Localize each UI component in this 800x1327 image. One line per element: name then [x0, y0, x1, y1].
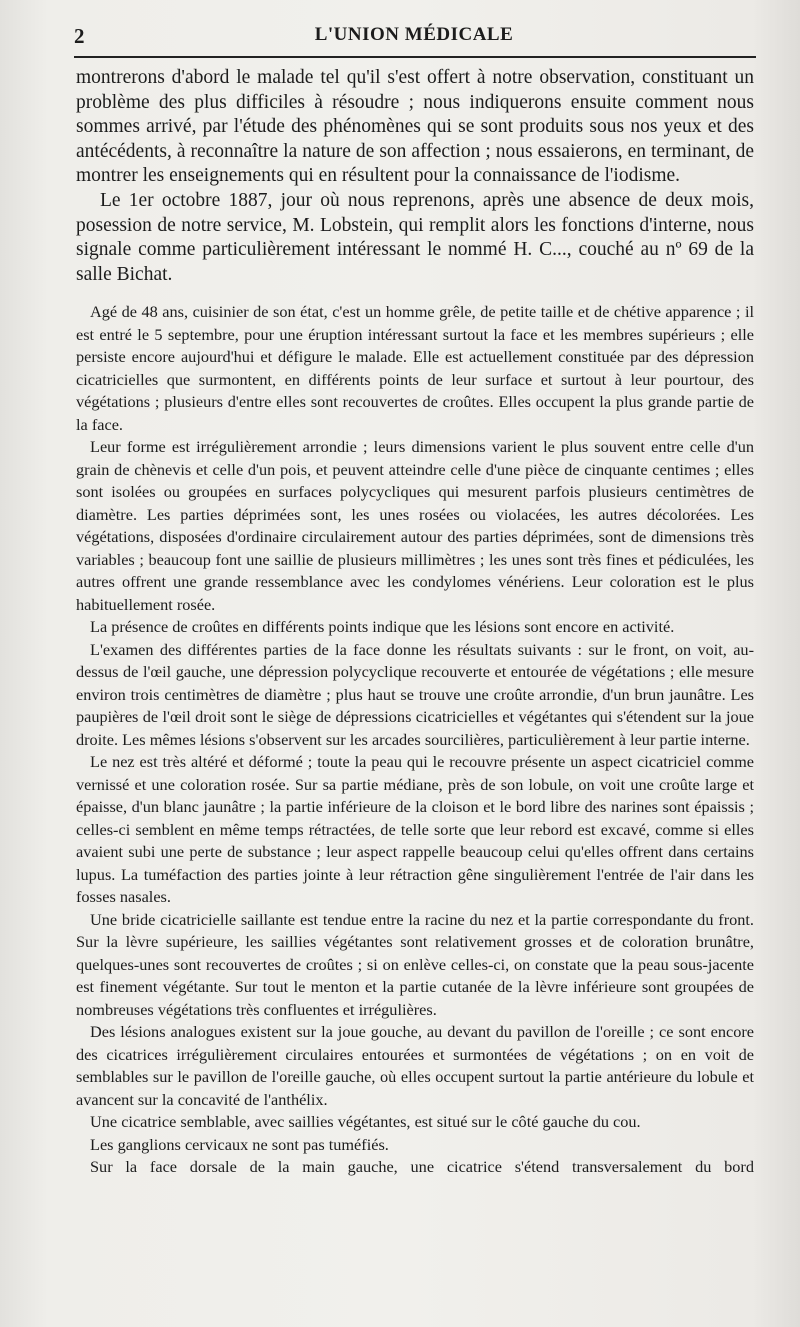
observation-paragraph: Leur forme est irrégulièrement arrondie ; leurs dimensions varient le plus souvent entre celle d'un grain de chènevis et celle d'un pois, et peuvent atteindre celle d'une pièce de cinquante centimes ; elles sont isolées ou groupées en surfaces polycycliques qui mesurent parfois plusieurs centimètres de diamètre. Les parties déprimées sont, les unes rosées ou violacées, les autres décolorées. Les végétations, disposées d'ordinaire circulairement autour des parties déprimées, sont de dimensions très variables ; beaucoup font une saillie de plusieurs millimètres ; les unes sont très fines et pédiculées, les autres offrent une grande ressemblance avec les condylomes vénériens. Leur coloration est le plus habituellement rosée.: [76, 437, 754, 614]
observation-paragraph: Agé de 48 ans, cuisinier de son état, c'est un homme grêle, de petite taille et de chétive apparence ; il est entré le 5 septembre, pour une éruption intéressant surtout la face et les membres supérieurs ; elle persiste encore aujourd'hui et défigure le malade. Elle est actuellement constituée par des dépression cicatricielles que surmontent, en différents points de leur surface et surtout à leur pourtour, des végétations ; plusieurs d'entre elles sont recouvertes de croûtes. Elles occupent la plus grande partie de la face.: [76, 302, 754, 434]
intro-section: [76, 66, 754, 287]
journal-title: L'UNION MÉDICALE: [314, 24, 514, 45]
observation-paragraph: Des lésions analogues existent sur la joue gouche, au devant du pavillon de l'oreille ; ce sont encore des cicatrices irrégulièrement circulaires entourées et surmontées de végétations ; on en voit de semblables sur le pavillon de l'oreille gauche, où elles occupent surtout la partie antérieure du lobule et avancent sur la concavité de l'anthélix.: [76, 1022, 754, 1109]
observation-paragraph: Les ganglions cervicaux ne sont pas tuméfiés.: [90, 1134, 389, 1154]
article-body: [76, 66, 754, 1179]
page-header: [74, 24, 754, 54]
observation-paragraph: La présence de croûtes en différents points indique que les lésions sont encore en activité.: [90, 617, 675, 637]
observation-paragraph: Une cicatrice semblable, avec saillies végétantes, est situé sur le côté gauche du cou.: [90, 1112, 641, 1132]
observation-paragraph: Sur la face dorsale de la main gauche, une cicatrice s'étend transversalement du bord: [90, 1157, 754, 1177]
observation-paragraph: L'examen des différentes parties de la face donne les résultats suivants : sur le front, on voit, au-dessus de l'œil gauche, une dépression polycyclique recouverte et entourée de végétations ; elle mesure environ trois centimètres de diamètre ; plus haut se trouve une croûte arrondie, d'un brun jaunâtre. Les paupières de l'œil droit sont le siège de dépressions cicatricielles et végétantes qui s'étendent sur la joue droite. Les mêmes lésions s'observent sur les arcades sourcilières, particulièrement à leur partie interne.: [76, 639, 754, 749]
intro-paragraph: montrerons d'abord le malade tel qu'il s'est offert à notre observation, constituant un problème des plus difficiles à résoudre ; nous indiquerons ensuite comment nous sommes arrivé, par l'étude des phénomènes qui se sont produits sous nos yeux et des antécédents, à reconnaître la nature de son affection ; nous essaierons, en terminant, de montrer les enseignements qui en résultent pour la connaissance de l'iodisme.: [76, 67, 754, 187]
observation-paragraph: Une bride cicatricielle saillante est tendue entre la racine du nez et la partie correspondante du front. Sur la lèvre supérieure, les saillies végétantes sont relativement grosses et de coloration brunâtre, quelques-unes sont recouvertes de croûtes ; si on enlève celles-ci, on constate que la peau sous-jacente est finement végétante. Sur tout le menton et la partie cutanée de la lèvre inférieure sont groupées de nombreuses végétations très confluentes et irrégulières.: [76, 909, 754, 1019]
intro-paragraph: Le 1er octobre 1887, jour où nous reprenons, après une absence de deux mois, posession de notre service, M. Lobstein, qui remplit alors les fonctions d'interne, nous signale comme particulièrement intéressant le nommé H. C..., couché au nº 69 de la salle Bichat.: [76, 189, 754, 285]
observation-section: [76, 301, 754, 1179]
page-number: 2: [74, 24, 85, 48]
observation-paragraph: Le nez est très altéré et déformé ; toute la peau qui le recouvre présente un aspect cicatriciel comme vernissé et une coloration rosée. Sur sa partie médiane, près de son lobule, on voit une croûte large et épaisse, d'un blanc jaunâtre ; la partie inférieure de la cloison et le bord libre des narines sont épaissis ; celles-ci semblent en même temps rétractées, de telle sorte que leur rebord est excavé, comme si elles avaient subi une perte de substance ; leur aspect rappelle beaucoup celui qu'elles offrent dans certains lupus. La tuméfaction des parties jointe à leur rétraction gêne singulièrement l'entrée de l'air dans les fosses nasales.: [76, 752, 754, 907]
header-rule: [74, 56, 756, 58]
